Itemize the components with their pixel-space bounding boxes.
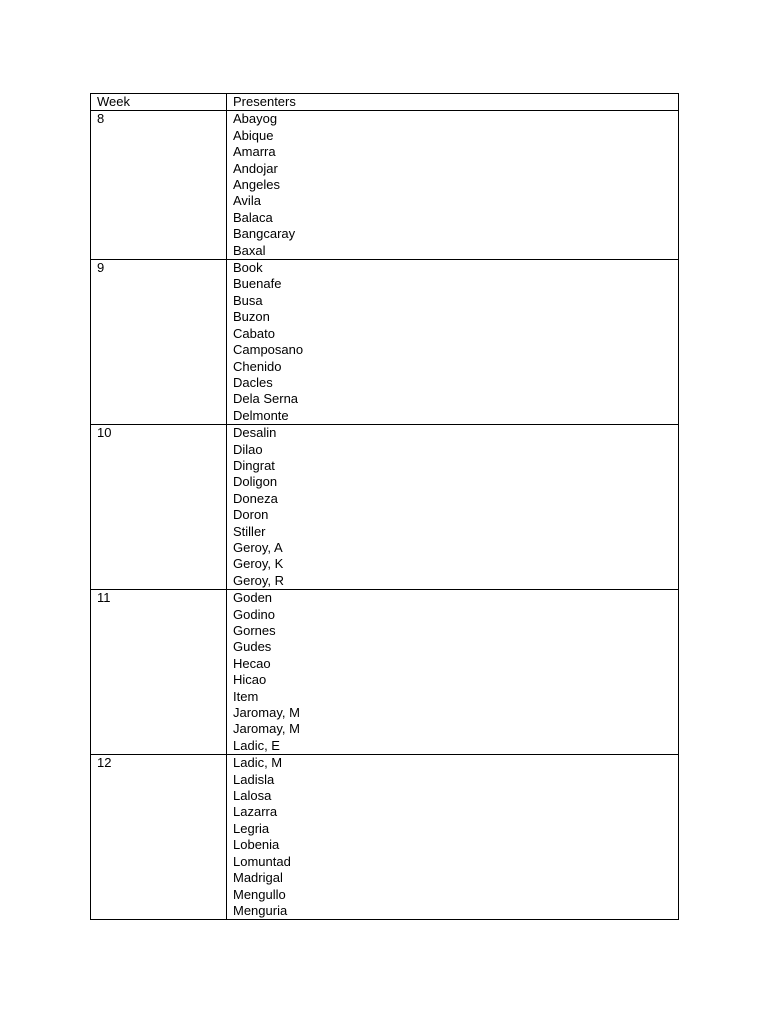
table-row — [91, 260, 679, 425]
presenter-name: Abayog — [233, 111, 278, 127]
presenter-name: Gudes — [233, 639, 272, 655]
presenter-name: Ladisla — [233, 771, 275, 787]
table-header-row — [91, 94, 679, 111]
presenter-name: Camposano — [233, 342, 304, 358]
week-number-cell: 8 — [91, 111, 227, 260]
presenter-name: Geroy, K — [233, 556, 284, 572]
presenter-name: Lobenia — [233, 837, 280, 853]
presenter-name: Geroy, R — [233, 572, 285, 588]
presenter-name: Lomuntad — [233, 853, 291, 869]
presenter-name: Goden — [233, 590, 273, 606]
presenters-cell — [227, 425, 679, 590]
presenters-cell — [227, 590, 679, 755]
presenter-name: Godino — [233, 606, 275, 622]
presenter-name: Doneza — [233, 490, 278, 506]
presenter-schedule-table — [90, 93, 679, 920]
presenter-name: Buenafe — [233, 276, 282, 292]
presenter-name: Item — [233, 688, 259, 704]
presenter-name: Hicao — [233, 672, 267, 688]
presenter-name: Delmonte — [233, 407, 289, 423]
presenter-name: Dilao — [233, 441, 263, 457]
presenter-name: Abique — [233, 127, 274, 143]
presenter-name: Madrigal — [233, 870, 283, 886]
week-column-header: Week — [91, 94, 227, 111]
table-body — [91, 94, 679, 920]
presenter-name: Mengullo — [233, 886, 286, 902]
presenter-name: Balaca — [233, 209, 273, 225]
presenter-name: Jaromay, M — [233, 705, 300, 721]
presenter-name: Dingrat — [233, 457, 275, 473]
week-number-cell: 9 — [91, 260, 227, 425]
presenter-name: Doron — [233, 507, 269, 523]
week-number-cell: 12 — [91, 755, 227, 920]
presenter-name: Geroy, A — [233, 539, 283, 555]
presenter-name: Gornes — [233, 623, 276, 638]
presenter-name: Stiller — [233, 523, 266, 539]
presenter-name: Busa — [233, 292, 263, 308]
presenters-cell — [227, 111, 679, 260]
presenter-name: Jaromay, M — [233, 721, 300, 737]
presenter-name: Legria — [233, 820, 270, 836]
presenter-name: Desalin — [233, 425, 277, 441]
presenter-name: Book — [233, 260, 263, 276]
table-row — [91, 755, 679, 920]
presenter-name: Menguria — [233, 902, 288, 918]
presenter-name: Ladic, M — [233, 755, 283, 771]
presenters-cell — [227, 755, 679, 920]
presenters-column-header: Presenters — [227, 94, 679, 111]
presenter-name: Lalosa — [233, 788, 272, 804]
presenter-name: Bangcaray — [233, 226, 296, 242]
presenter-name: Hecao — [233, 655, 271, 671]
presenter-name: Chenido — [233, 358, 282, 374]
presenter-name: Buzon — [233, 309, 270, 325]
table-row — [91, 590, 679, 755]
week-number-cell: 11 — [91, 590, 227, 755]
presenter-name: Andojar — [233, 160, 278, 176]
presenter-name: Angeles — [233, 177, 280, 193]
presenter-name: Ladic, E — [233, 737, 280, 753]
presenter-name: Lazarra — [233, 804, 278, 820]
table-row — [91, 425, 679, 590]
week-number-cell: 10 — [91, 425, 227, 590]
presenter-name: Baxal — [233, 242, 266, 258]
presenter-name: Amarra — [233, 144, 276, 160]
presenters-cell — [227, 260, 679, 425]
presenter-name: Dela Serna — [233, 391, 299, 407]
presenter-name: Cabato — [233, 325, 275, 341]
presenter-name: Avila — [233, 193, 261, 209]
presenter-name: Doligon — [233, 474, 278, 490]
table-row — [91, 111, 679, 260]
presenter-name: Dacles — [233, 374, 273, 390]
